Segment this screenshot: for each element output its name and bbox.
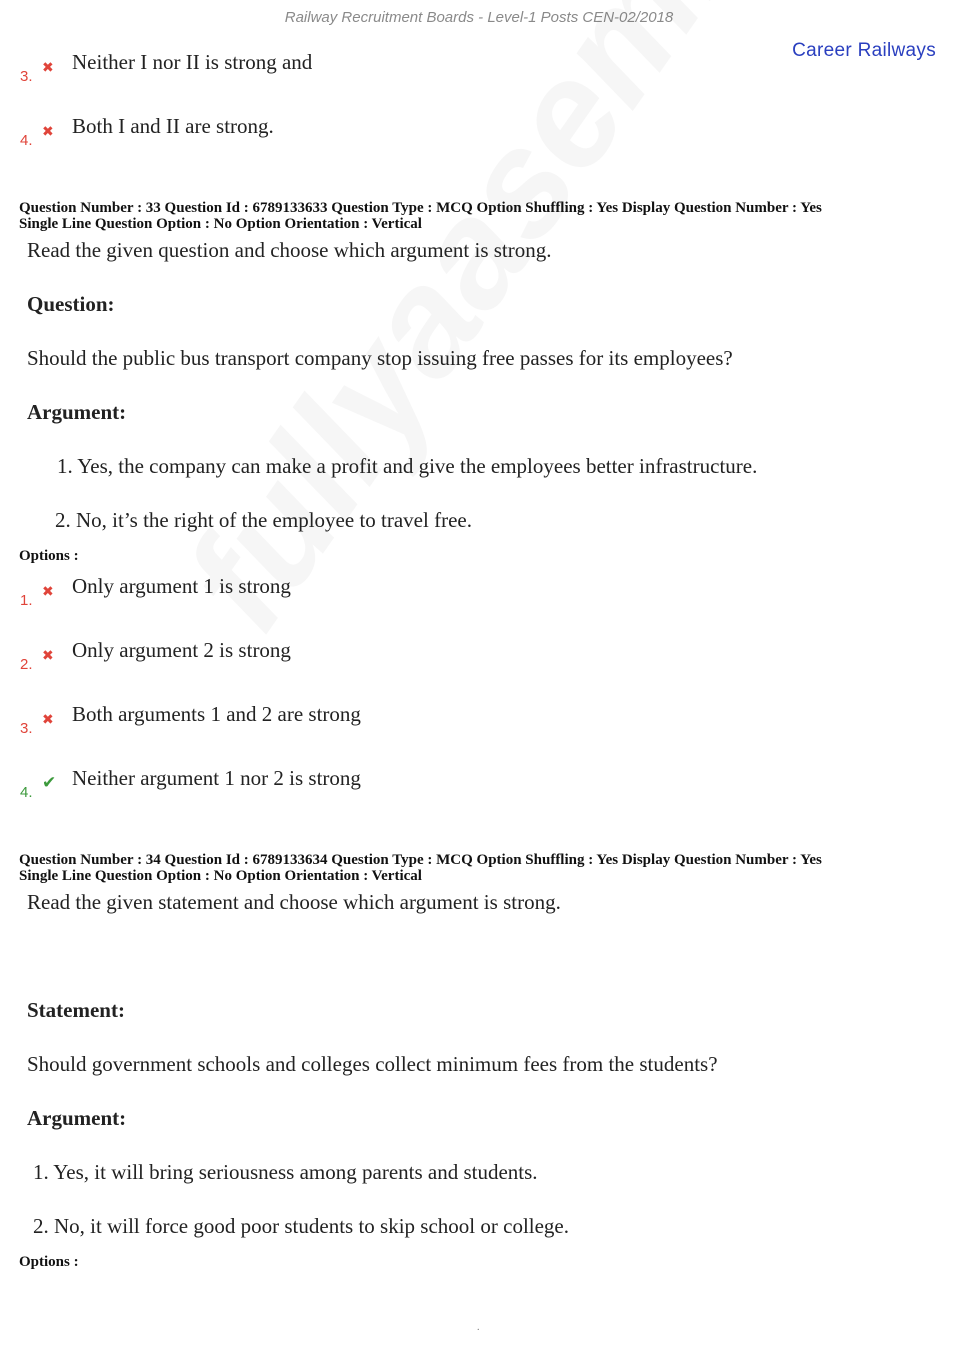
q34-meta-line2: Single Line Question Option : No Option Orientation : Vertical <box>19 868 422 884</box>
check-icon: ✔ <box>42 773 57 793</box>
q34-meta <box>19 852 822 884</box>
option-number: 3. <box>20 68 33 85</box>
option-number: 2. <box>20 656 33 673</box>
q34-options-label: Options : <box>19 1254 79 1270</box>
q33-options-label: Options : <box>19 548 79 564</box>
page-header: Railway Recruitment Boards - Level-1 Posts CEN-02/2018 <box>284 9 674 26</box>
cross-icon: ✖ <box>42 124 54 140</box>
watermark <box>150 0 937 659</box>
q33-meta-line1: Question Number : 33 Question Id : 6789133633 Question Type : MCQ Option Shuffling : Yes Display Question Number : Yes <box>19 200 822 216</box>
q33-question: Should the public bus transport company stop issuing free passes for its employees? <box>27 346 733 370</box>
option-number: 4. <box>20 784 33 801</box>
brand-label: Career Railways <box>792 40 936 61</box>
q34-argument-1: 1. Yes, it will bring seriousness among parents and students. <box>33 1160 538 1184</box>
q34-meta-line1: Question Number : 34 Question Id : 6789133634 Question Type : MCQ Option Shuffling : Yes Display Question Number : Yes <box>19 852 822 868</box>
page-footer: . <box>477 1322 480 1333</box>
option-text: Both arguments 1 and 2 are strong <box>72 702 361 726</box>
q34-statement: Should government schools and colleges collect minimum fees from the students? <box>27 1052 718 1076</box>
cross-icon: ✖ <box>42 648 54 664</box>
option-text: Only argument 2 is strong <box>72 638 291 662</box>
option-number: 4. <box>20 132 33 149</box>
q34-instruction: Read the given statement and choose which argument is strong. <box>27 890 561 914</box>
cross-icon: ✖ <box>42 60 54 76</box>
option-text: Only argument 1 is strong <box>72 574 291 598</box>
option-text: Neither I nor II is strong and <box>72 50 313 74</box>
q34-argument-label: Argument: <box>27 1106 127 1130</box>
option-text: Neither argument 1 nor 2 is strong <box>72 766 361 790</box>
cross-icon: ✖ <box>42 712 54 728</box>
q34-statement-label: Statement: <box>27 998 125 1022</box>
q33-argument-label: Argument: <box>27 400 127 424</box>
q33-instruction: Read the given question and choose which argument is strong. <box>27 238 552 262</box>
q33-argument-1: 1. Yes, the company can make a profit and give the employees better infrastructure. <box>57 454 758 478</box>
cross-icon: ✖ <box>42 584 54 600</box>
q33-meta <box>19 200 822 232</box>
q34-argument-2: 2. No, it will force good poor students to skip school or college. <box>33 1214 570 1238</box>
q33-meta-line2: Single Line Question Option : No Option Orientation : Vertical <box>19 216 422 232</box>
option-number: 3. <box>20 720 33 737</box>
option-number: 1. <box>20 592 33 609</box>
option-text: Both I and II are strong. <box>72 114 274 138</box>
q33-question-label: Question: <box>27 292 115 316</box>
q33-argument-2: 2. No, it’s the right of the employee to travel free. <box>55 508 472 532</box>
